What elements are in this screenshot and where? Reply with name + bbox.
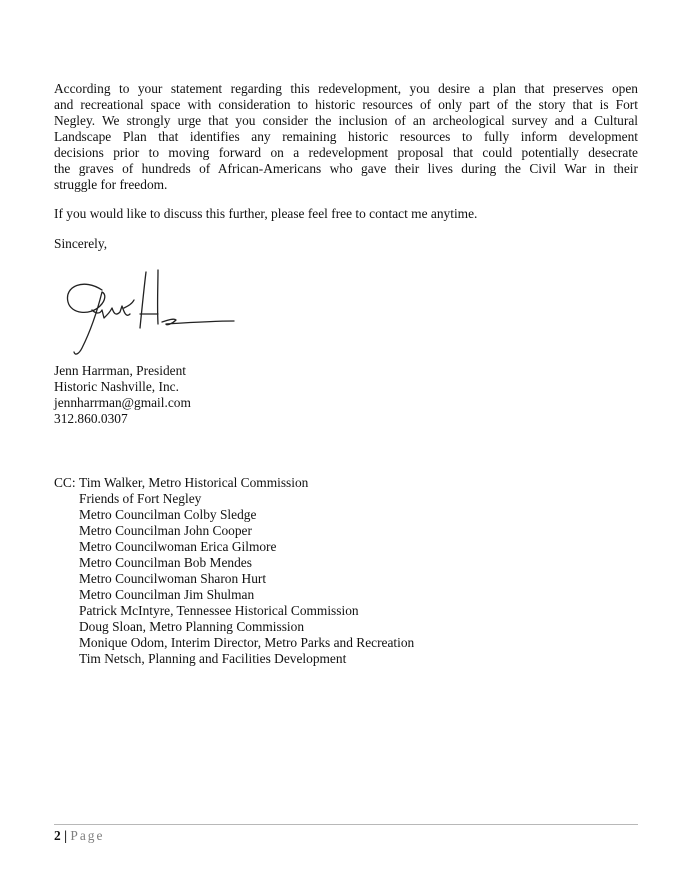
cc-recipient: Friends of Fort Negley bbox=[79, 491, 202, 506]
paragraph-line: decisions prior to moving forward on a redevelopment proposal that could potentially desecrate bbox=[54, 145, 638, 160]
body-paragraph-1 bbox=[54, 81, 638, 193]
signer-organization: Historic Nashville, Inc. bbox=[54, 379, 179, 394]
paragraph-line: According to your statement regarding this redevelopment, you desire a plan that preserves open bbox=[54, 81, 638, 96]
cc-recipient: Metro Councilman Bob Mendes bbox=[79, 555, 252, 570]
cc-block bbox=[54, 475, 414, 667]
cc-recipient-list bbox=[79, 475, 414, 667]
cc-recipient: Metro Councilman Jim Shulman bbox=[79, 587, 255, 602]
cc-recipient: Tim Walker, Metro Historical Commission bbox=[79, 475, 309, 490]
cc-recipient: Tim Netsch, Planning and Facilities Development bbox=[79, 651, 347, 666]
cc-label: CC: bbox=[54, 475, 76, 490]
signature-block bbox=[54, 363, 191, 427]
page-footer bbox=[54, 828, 104, 844]
cc-recipient: Metro Councilwoman Erica Gilmore bbox=[79, 539, 277, 554]
cc-recipient: Metro Councilman Colby Sledge bbox=[79, 507, 257, 522]
signer-name-title: Jenn Harrman, President bbox=[54, 363, 187, 378]
cc-recipient: Patrick McIntyre, Tennessee Historical Commission bbox=[79, 603, 359, 618]
page-number: 2 bbox=[54, 828, 61, 843]
paragraph-line: Landscape Plan that identifies any remaining historic resources to fully inform development bbox=[54, 129, 638, 144]
page-label: Page bbox=[70, 828, 105, 843]
paragraph-line: and recreational space with consideration to historic resources of only part of the story that is Fort bbox=[54, 97, 638, 112]
cc-recipient: Metro Councilman John Cooper bbox=[79, 523, 252, 538]
cc-recipient: Metro Councilwoman Sharon Hurt bbox=[79, 571, 267, 586]
cc-recipient: Doug Sloan, Metro Planning Commission bbox=[79, 619, 305, 634]
footer-divider bbox=[54, 824, 638, 825]
signer-email: jennharrman@gmail.com bbox=[54, 395, 191, 410]
signature-drawing bbox=[62, 268, 237, 360]
paragraph-line: the graves of hundreds of African-Americans who gave their lives during the Civil War in their bbox=[54, 161, 638, 176]
closing-salutation: Sincerely, bbox=[54, 236, 108, 251]
footer-separator: | bbox=[64, 828, 68, 843]
signer-phone: 312.860.0307 bbox=[54, 411, 128, 426]
cc-row bbox=[54, 475, 414, 667]
body-paragraph-2: If you would like to discuss this further, please feel free to contact me anytime. bbox=[54, 206, 478, 221]
cc-recipient: Monique Odom, Interim Director, Metro Parks and Recreation bbox=[79, 635, 415, 650]
handwritten-signature bbox=[62, 268, 237, 360]
paragraph-line: Negley. We strongly urge that you consider the inclusion of an archeological survey and a Cultural bbox=[54, 113, 638, 128]
paragraph-line: struggle for freedom. bbox=[54, 177, 168, 192]
